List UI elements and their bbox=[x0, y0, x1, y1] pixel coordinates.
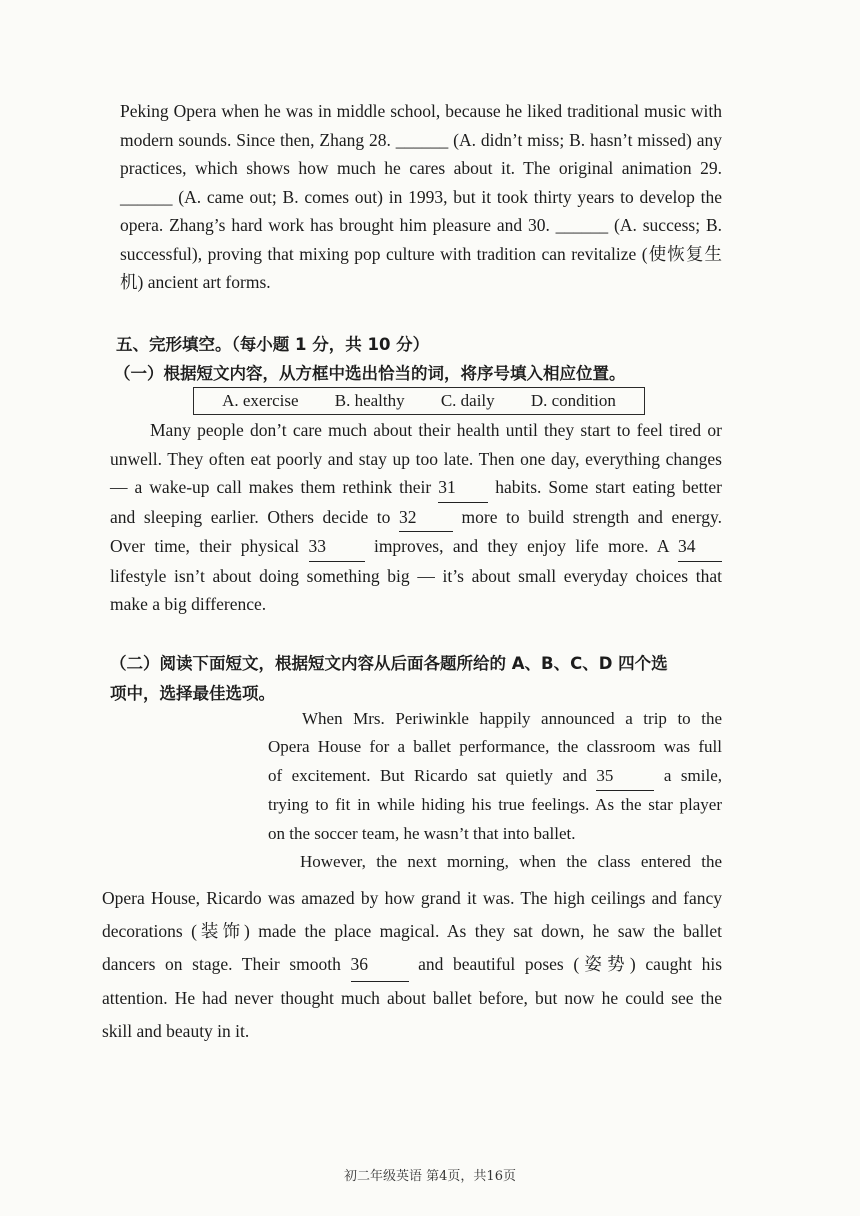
passage-top-line: practices, which shows how much he cares about it. The original animation 29. bbox=[120, 158, 722, 178]
cloze2-text: dancers on stage. Their smooth bbox=[102, 954, 341, 974]
cloze1-line: unwell. They often eat poorly and stay up too late. Then one day, everything changes bbox=[110, 448, 722, 469]
blank-35[interactable]: 35 bbox=[596, 762, 654, 791]
cloze1-line bbox=[110, 532, 722, 562]
passage-top-line: modern sounds. Since then, Zhang 28. ______ (A. didn’t miss; B. hasn’t missed) any bbox=[120, 129, 722, 150]
blank-33[interactable]: 33 bbox=[309, 532, 365, 562]
cloze2-line: on the soccer team, he wasn’t that into ballet. bbox=[268, 823, 576, 843]
cloze1-line: make a big difference. bbox=[110, 594, 267, 614]
cloze1-text: Over time, their physical bbox=[110, 536, 300, 556]
cloze2-line: Opera House for a ballet performance, the classroom was full bbox=[268, 737, 722, 757]
cloze1-text: and sleeping earlier. Others decide to bbox=[110, 506, 391, 527]
cloze1-line bbox=[110, 473, 722, 503]
cloze2-line bbox=[268, 848, 722, 876]
passage-top-line: 机) ancient art forms. bbox=[120, 272, 271, 292]
cloze2-line: skill and beauty in it. bbox=[102, 1021, 250, 1041]
cloze1-text: more to build strength and energy. bbox=[461, 506, 723, 527]
cloze1-line bbox=[110, 416, 722, 445]
cloze2-line bbox=[102, 948, 722, 982]
cloze2-text: and beautiful poses (姿势) caught his bbox=[418, 954, 723, 974]
word-option: B. healthy bbox=[334, 391, 405, 410]
section5-title: 五、完形填空。（每小题 1 分，共 10 分） bbox=[116, 335, 430, 354]
word-option: A. exercise bbox=[222, 391, 299, 410]
cloze1-line: lifestyle isn’t about doing something big — it’s about small everyday choices that bbox=[110, 565, 722, 586]
cloze2-line bbox=[268, 705, 722, 733]
cloze2-line: Opera House, Ricardo was amazed by how grand it was. The high ceilings and fancy bbox=[102, 888, 722, 908]
passage-top-line: opera. Zhang’s hard work has brought him pleasure and 30. ______ (A. success; B. bbox=[120, 215, 722, 235]
cloze1-line bbox=[110, 503, 722, 533]
blank-31[interactable]: 31 bbox=[438, 473, 488, 503]
word-option-box bbox=[193, 387, 645, 415]
cloze2-passage bbox=[102, 882, 722, 1048]
cloze2-text: However, the next morning, when the class entered the bbox=[300, 852, 722, 872]
part2-title-line1: （二）阅读下面短文，根据短文内容从后面各题所给的 A、B、C、D 四个选 bbox=[110, 654, 668, 673]
blank-34[interactable]: 34 bbox=[678, 532, 722, 562]
passage-top-line: successful), proving that mixing pop culture with tradition can revitalize (使恢复生 bbox=[120, 243, 722, 264]
word-option: C. daily bbox=[440, 391, 495, 410]
cloze2-line: decorations (装饰) made the place magical. As they sat down, he saw the ballet bbox=[102, 921, 722, 941]
cloze1-passage bbox=[110, 416, 722, 619]
passage-top bbox=[120, 97, 722, 297]
cloze2-text: of excitement. But Ricardo sat quietly and bbox=[268, 765, 587, 785]
word-option: D. condition bbox=[530, 391, 616, 410]
cloze2-column bbox=[268, 705, 722, 876]
cloze1-text: — a wake-up call makes them rethink their bbox=[110, 477, 432, 497]
cloze2-text: When Mrs. Periwinkle happily announced a trip to the bbox=[302, 709, 722, 728]
blank-32[interactable]: 32 bbox=[399, 503, 453, 533]
part2-title-line2: 项中，选择最佳选项。 bbox=[110, 684, 275, 703]
part1-title: （一）根据短文内容，从方框中选出恰当的词，将序号填入相应位置。 bbox=[114, 364, 626, 383]
cloze2-line: trying to fit in while hiding his true feelings. As the star player bbox=[268, 795, 722, 815]
page-footer: 初二年级英语 第4页，共16页 bbox=[344, 1169, 516, 1184]
cloze1-text: habits. Some start eating better bbox=[495, 477, 723, 497]
cloze1-text: Many people don’t care much about their health until they start to feel tired or bbox=[150, 420, 722, 440]
passage-top-line: Peking Opera when he was in middle school, because he liked traditional music with bbox=[120, 101, 722, 121]
cloze1-text: improves, and they enjoy life more. A bbox=[373, 536, 669, 556]
cloze2-text: a smile, bbox=[663, 765, 722, 785]
cloze2-line bbox=[268, 762, 722, 791]
cloze2-line: attention. He had never thought much about ballet before, but now he could see the bbox=[102, 988, 722, 1008]
passage-top-line: ______ (A. came out; B. comes out) in 1993, but it took thirty years to develop the bbox=[120, 186, 722, 207]
blank-36[interactable]: 36 bbox=[351, 948, 409, 982]
